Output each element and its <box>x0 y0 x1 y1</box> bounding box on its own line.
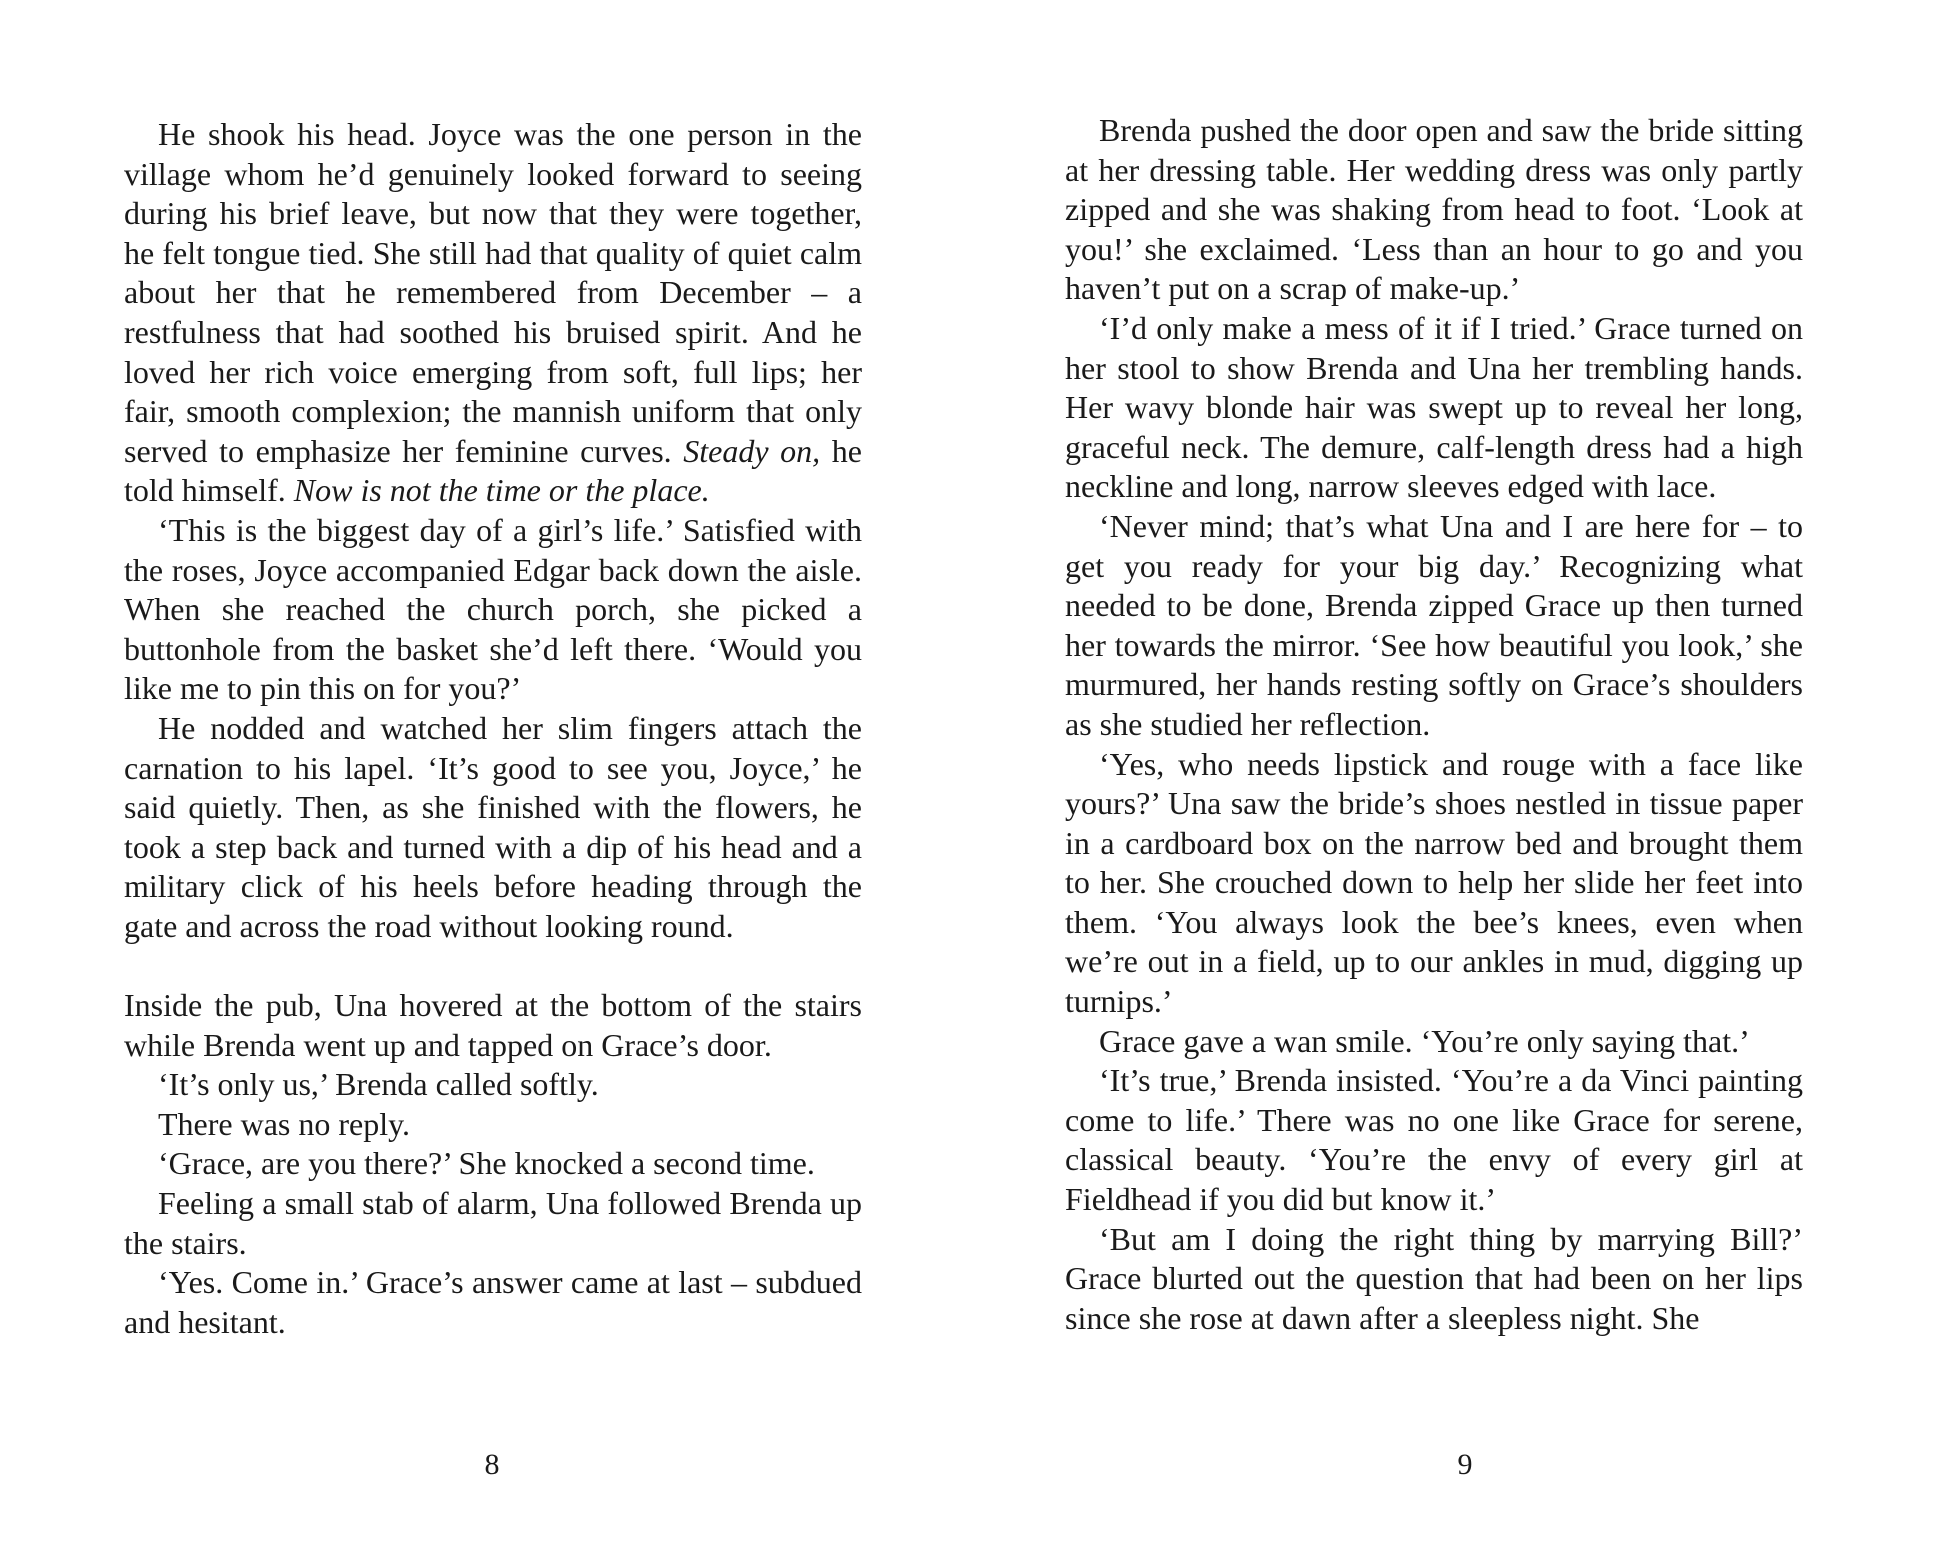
paragraph: Brenda pushed the door open and saw the bride sitting at her dressing table. Her wedding dress was only partly zipped and she was shaking from head to foot. ‘Look at you!’ she exclaimed. ‘Less than an hour to go and you haven’t put on a scrap of make-up.’ <box>1065 112 1803 307</box>
left-page-text <box>124 115 862 1342</box>
paragraph: ‘Never mind; that’s what Una and I are here for – to get you ready for your big day.’ Recognizing what needed to be done, Brenda zipped Grace up then turned her towards the mirror. ‘See how beautiful you look,’ she murmured, her hands resting softly on Grace’s shoulders as she studied her reflection. <box>1065 507 1803 742</box>
paragraph: ‘But am I doing the right thing by marrying Bill?’ Grace blurted out the question that had been on her lips since she rose at dawn after a sleepless night. She <box>1065 1220 1803 1336</box>
paragraph: ‘This is the biggest day of a girl’s life.’ Satisfied with the roses, Joyce accompanied Edgar back down the aisle. When she reached the church porch, she picked a buttonhole from the basket she’d left there. ‘Would you like me to pin this on for you?’ <box>124 511 862 707</box>
paragraph: Feeling a small stab of alarm, Una followed Brenda up the stairs. <box>124 1185 862 1261</box>
paragraph: ‘Grace, are you there?’ She knocked a second time. <box>158 1145 815 1182</box>
paragraph-text: He shook his head. Joyce was the one person in the village whom he’d genuinely looked forward to seeing during his brief leave, but now that they were together, he felt tongue tied. She still had that quality of quiet calm about her that he remembered from December – a restfulness that had soothed his bruised spirit. And he loved her rich voice emerging from soft, full lips; her fair, smooth complexion; the mannish uniform that only served to emphasize her feminine curves. <box>124 116 862 469</box>
paragraph: ‘I’d only make a mess of it if I tried.’ Grace turned on her stool to show Brenda and Una her trembling hands. Her wavy blonde hair was swept up to reveal her long, graceful neck. The demure, calf-length dress had a high neckline and long, narrow sleeves edged with lace. <box>1065 309 1803 505</box>
paragraph: ‘It’s true,’ Brenda insisted. ‘You’re a da Vinci painting come to life.’ There was no one like Grace for serene, classical beauty. ‘You’re the envy of every girl at Fieldhead if you did but know it.’ <box>1065 1062 1803 1218</box>
italic-text: Now is not the time or the place. <box>293 472 710 509</box>
page-number-right: 9 <box>1457 1448 1473 1481</box>
right-page <box>968 0 1936 1544</box>
paragraph: Grace gave a wan smile. ‘You’re only saying that.’ <box>1099 1022 1750 1059</box>
paragraph: ‘Yes, who needs lipstick and rouge with a face like yours?’ Una saw the bride’s shoes nestled in tissue paper in a cardboard box on the narrow bed and brought them to her. She crouched down to help her slide her feet into them. ‘You always look the bee’s knees, even when we’re out in a field, up to our ankles in mud, digging up turnips.’ <box>1065 745 1803 1020</box>
page-number-left: 8 <box>484 1448 500 1481</box>
paragraph: He nodded and watched her slim fingers attach the carnation to his lapel. ‘It’s good to see you, Joyce,’ he said quietly. Then, as she finished with the flowers, he took a step back and turned with a dip of his head and a military click of his heels before heading through the gate and across the road without looking round. <box>124 709 862 944</box>
paragraph: ‘Yes. Come in.’ Grace’s answer came at last – subdued and hesitant. <box>124 1264 862 1340</box>
italic-text: Steady on, <box>683 432 821 469</box>
paragraph <box>124 115 862 511</box>
paragraph-text: he told himself. <box>124 432 863 509</box>
paragraph: ‘It’s only us,’ Brenda called softly. <box>158 1066 599 1103</box>
right-page-text <box>1065 111 1803 1338</box>
scene-break-paragraph: Inside the pub, Una hovered at the bottom of the stairs while Brenda went up and tapped on Grace’s door. <box>124 987 862 1063</box>
paragraph: There was no reply. <box>158 1105 411 1142</box>
